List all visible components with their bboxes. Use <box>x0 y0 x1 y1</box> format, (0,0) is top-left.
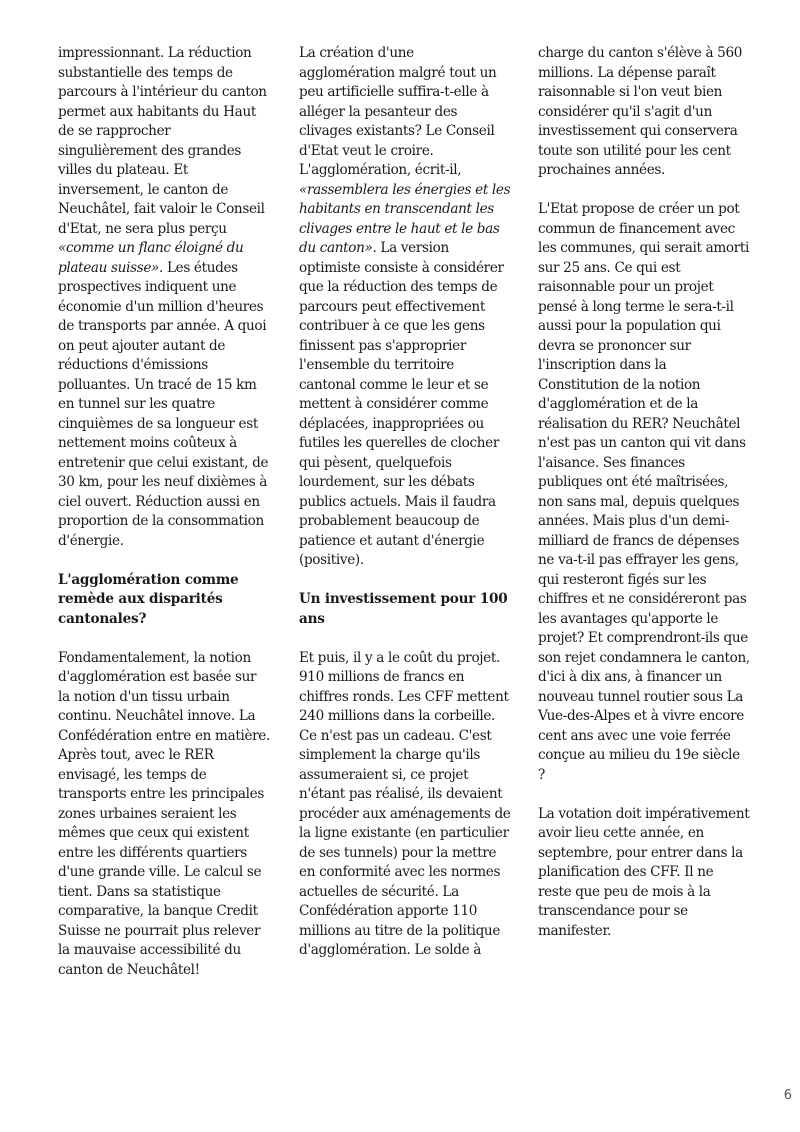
paragraph <box>538 44 750 181</box>
text-run: Et puis, il y a le coût du projet. 910 millions de francs en chiffres ronds. Les CFF mettent 240 millions dans la corbeille. Ce n'est pas un cadeau. C'est simplement la charge qu'ils assumeraient si, ce projet n'étant pas réalisé, ils devaient procéder aux aménagements de la ligne existante (en particulier de ses tunnels) pour la mettre en conformité avec les normes actuelles de sécurité. La Confédération apporte 110 millions au titre de la politique d'agglomération. Le solde à <box>299 649 511 958</box>
text-run: La création d'une agglomération malgré tout un peu artificielle suffira-t-elle à alléger la pesanteur des clivages existants? Le Conseil d'Etat veut le croire. L'agglomération, écrit-il, <box>299 45 497 178</box>
paragraph <box>299 649 511 961</box>
section-heading: L'agglomération comme remède aux disparités cantonales? <box>58 571 239 627</box>
paragraph <box>58 649 270 981</box>
paragraph <box>538 200 750 785</box>
text-run: charge du canton s'élève à 560 millions. La dépense paraît raisonnable si l'on veut bien considérer qu'il s'agit d'un investissement qui conservera toute son utilité pour les cent prochaines années. <box>538 45 743 178</box>
quoted-text: «rassemblera les énergies et les habitants en transcendant les clivages entre le haut et le bas du canton» <box>299 181 511 256</box>
text-run: La votation doit impérativement avoir lieu cette année, en septembre, pour entrer dans la planification des CFF. Il ne reste que peu de mois à la transcendance pour se manifester. <box>538 805 750 939</box>
paragraph <box>299 44 511 571</box>
text-run: Fondamentalement, la notion d'agglomération est basée sur la notion d'un tissu urbain continu. Neuchâtel innove. La Confédération entre en matière. Après tout, avec le RER envisagé, les temps de transports entre les principales zones urbaines seraient les mêmes que ceux qui existent entre les différents quartiers d'une grande ville. Le calcul se tient. Dans sa statistique comparative, la banque Credit Suisse ne pourrait plus relever la mauvaise accessibilité du canton de Neuchâtel! <box>58 649 270 978</box>
paragraph <box>58 44 270 551</box>
section-heading: Un investissement pour 100 ans <box>299 591 508 627</box>
text-column-1 <box>58 44 270 1000</box>
text-run: impressionnant. La réduction substantielle des temps de parcours à l'intérieur du canton permet aux habitants du Haut de se rapprocher singulièrement des grandes villes du plateau. Et inversement, le canton de Neuchâtel, fait valoir le Conseil d'Etat, ne sera plus perçu <box>58 45 267 237</box>
text-run: . Les études prospectives indiquent une économie d'un million d'heures de transports par année. A quoi on peut ajouter autant de réductions d'émissions polluantes. Un tracé de 15 km en tunnel sur les quatre cinquièmes de sa longueur est nettement moins coûteux à entretenir que celui existant, de 30 km, pour les neuf dixièmes à ciel ouvert. Réduction aussi en proportion de la consommation d'énergie. <box>58 259 269 549</box>
text-run: L'Etat propose de créer un pot commun de financement avec les communes, qui serait amorti sur 25 ans. Ce qui est raisonnable pour un projet pensé à long terme le sera-t-il aussi pour la population qui devra se prononcer sur l'inscription dans la Constitution de la notion d'agglomération et de la réalisation du RER? Neuchâtel n'est pas un canton qui vit dans l'aisance. Ses finances publiques ont été maîtrisées, non sans mal, depuis quelques années. Mais plus d'un demi-milliard de francs de dépenses ne va-t-il pas effrayer les gens, qui resteront figés sur les chiffres et ne considéreront pas les avantages qu'apporte le projet? Et comprendront-ils que son rejet condamnera le canton, d'ici à dix ans, à financer un nouveau tunnel routier sous La Vue-des-Alpes et à vivre encore cent ans avec une voie ferrée conçue au milieu du 19e siècle ? <box>538 201 750 783</box>
text-run: . La version optimiste consiste à considérer que la réduction des temps de parcours peut effectivement contribuer à ce que les gens finissent pas s'approprier l'ensemble du territoire cantonal comme le leur et se mettent à considérer comme déplacées, inappropriées ou futiles les querelles de clocher qui pèsent, quelquefois lourdement, sur les débats publics actuels. Mais il faudra probablement beaucoup de patience et autant d'énergie (positive). <box>299 240 504 568</box>
paragraph <box>538 805 750 942</box>
page-number: 6 <box>783 1088 792 1103</box>
text-column-3 <box>538 44 750 961</box>
text-column-2 <box>299 44 511 980</box>
quoted-text: «comme un flanc éloigné du plateau suisse» <box>58 240 244 276</box>
